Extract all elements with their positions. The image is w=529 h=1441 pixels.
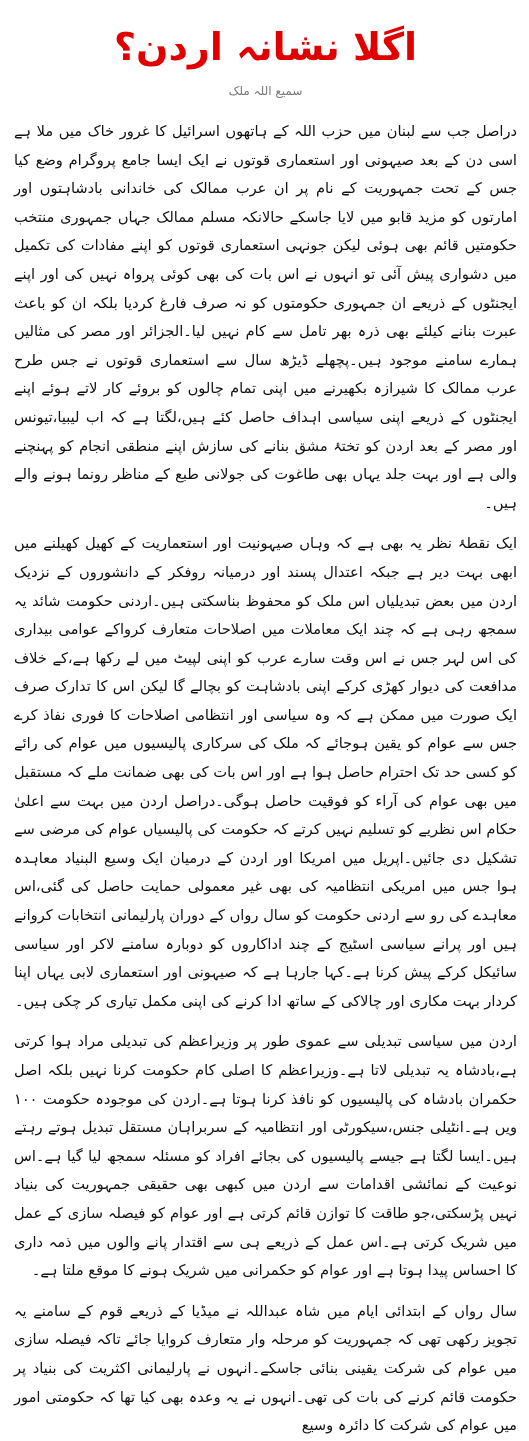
article-paragraph: ایک نقطۂ نظر یہ بھی ہے کہ وہاں صیہونیت اور استعماریت کے کھیل کھیلنے میں ابھی بہت دیر ہے جبکہ اعتدال پسند اور درمیانہ روفکر کے دانشوروں کے نزدیک اردن میں بعض تبدیلیاں اس ملک کو محفوظ بناسکتی ہیں۔اردنی حکومت شائد یہ سمجھ رہی ہے کہ چند ایک معاملات میں اصلاحات متعارف کرواکے عوامی بیداری کی اس لہر جس نے اس وقت سارے عرب کو اپنی لپیٹ میں لے رکھا ہے،کے خلاف مدافعت کی دیوار کھڑی کرکے اپنی بادشاہت کو بچالے گا لیکن اس کا تدارک صرف ایک صورت میں ممکن ہے کہ وہ سیاسی اور انتظامی اصلاحات کا فوری نفاذ کرے جس سے عوام کو یقین ہوجائے کہ ملک کی سرکاری پالیسیوں میں عوام کی رائے کو کسی حد تک احترام حاصل ہوا ہے اور اس بات کی بھی ضمانت ملے کہ مستقبل میں بھی عوام کی آراء کو فوقیت حاصل ہوگی۔دراصل اردن میں بہت سے اعلیٰ حکام اس نظریے کو تسلیم نہیں کرتے کہ حکومت کی پالیسیاں عوام کی مرضی سے تشکیل دی جائیں۔اپریل میں امریکا اور اردن کے درمیان ایک وسیع البنیاد معاہدہ ہوا جس میں امریکی انتظامیہ کی بھی غیر معمولی حمایت حاصل کی گئی،اس معاہدے کی رو سے اردنی حکومت کو سال رواں کے دوران پارلیمانی انتخابات کروانے ہیں اور پرانے سیاسی اسٹیج کے چند اداکاروں کو دوبارہ سامنے لاکر اور سیاسی سائیکل کرکے پیش کرنا ہے۔کہا جارہا ہے کہ صیہونی اور استعماری لابی یہاں اپنا کردار بہت مکاری اور چالاکی کے ساتھ ادا کرنے کی اپنی مکمل تیاری کر چکی ہیں۔ — [14, 535, 517, 1010]
article-paragraph: دراصل جب سے لبنان میں حزب اللہ کے ہاتھوں اسرائیل کا غرور خاک میں ملا ہے اسی دن کے بعد صیہونی اور استعماری قوتوں نے ایک ایسا جامع پروگرام وضع کیا جس کے تحت جمہوریت کے نام پر ان عرب ممالک کی خاندانی بادشاہتوں اور امارتوں کو مزید قابو میں لایا جاسکے حالانکہ مسلم ممالک جہاں جمہوری منتخب حکومتیں قائم بھی ہوئی لیکن جونہی استعماری قوتوں کو اپنے مفادات کی تکمیل میں دشواری پیش آئی تو انہوں نے اس بات کی بھی کوئی پرواہ نہیں کی اور اپنے ایجنٹوں کے ذریعے ان جمہوری حکومتوں کو نہ صرف فارغ کردیا بلکہ ان کو باعث عبرت بنانے کیلئے بھی ذرہ بھر تامل سے کام نہیں لیا۔الجزائر اور مصر کی مثالیں ہمارے سامنے موجود ہیں۔پچھلے ڈیڑھ سال سے استعماری قوتوں نے جس طرح عرب ممالک کا شیرازہ بکھیرنے میں اپنی تمام چالوں کو بروئے کار لاتے ہوئے اپنے ایجنٹوں کے ذریعے اپنی سیاسی اہداف حاصل کئے ہیں،لگتا ہے کہ اب لیبیا،تیونس اور مصر کے بعد اردن کو تختۂ مشق بنانے کی سازش اپنے منطقی انجام کو پہنچنے والی ہے اور بہت جلد یہاں بھی طاغوت کی جولانی طبع کے مناظر رونما ہونے والے ہیں۔ — [14, 123, 517, 512]
article-paragraph: سال رواں کے ابتدائی ایام میں شاہ عبداللہ نے میڈیا کے ذریعے قوم کے سامنے یہ تجویز رکھی تھی کہ جمہوریت کو مرحلہ وار متعارف کروایا جائے تاکہ فیصلہ سازی میں عوام کی شرکت یقینی بنائی جاسکے۔انہوں نے پارلیمانی اکثریت کی بنیاد پر حکومت قائم کرنے کی بات کی تھی۔انہوں نے یہ وعدہ بھی کیا تھا کہ حکومتی امور میں عوام کی شرکت کا دائرہ وسیع — [14, 1302, 517, 1435]
article-body — [14, 118, 517, 1441]
author-byline: سمیع اللہ ملک — [228, 84, 303, 98]
article-headline: اگلا نشانہ اردن؟ — [113, 25, 418, 69]
article-paragraph: اردن میں سیاسی تبدیلی سے عموی طور پر وزیراعظم کی تبدیلی مراد ہوا کرتی ہے،بادشاہ یہ تبدیلی لاتا ہے۔وزیراعظم کا اصلی کام حکومت کرنا نہیں بلکہ اصل حکمران بادشاہ کی پالیسیوں کو نافذ کرنا ہوتا ہے۔اردن کی موجودہ حکومت ۱۰۰ ویں ہے۔انٹیلی جنس،سیکورٹی اور انتظامیہ کے سربراہان مستقل تبدیل ہوتے رہتے ہیں۔ایسا لگتا ہے جیسے پالیسیوں کی بجائے افراد کو مسئلہ سمجھ لیا گیا ہے۔اس نوعیت کے نمائشی اقدامات سے اردن میں کبھی بھی حقیقی جمہوریت کی بنیاد نہیں پڑسکتی،جو طاقت کا توازن قائم کرتی ہے اور عوام کو فیصلہ سازی کے عمل میں شریک کرتی ہے۔اس عمل کے ذریعے ہی سے اقتدار پانے والوں میں ذمہ داری کا احساس پیدا ہوتا ہے اور عوام کو حکمرانی میں شریک ہونے کا موقع ملتا ہے۔ — [14, 1033, 517, 1280]
